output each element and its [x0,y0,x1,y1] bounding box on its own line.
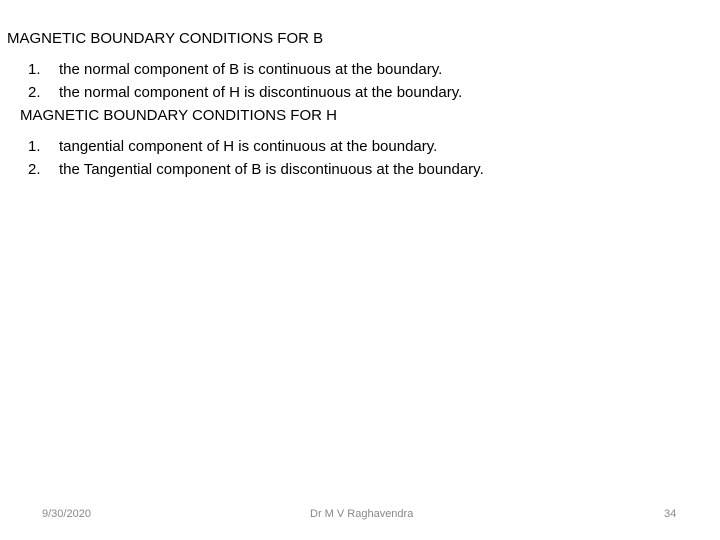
list-item-text: the Tangential component of B is discontinuous at the boundary. [59,161,484,178]
list-item-text: the normal component of H is discontinuous at the boundary. [59,84,463,101]
list-item [28,81,462,104]
list-item-number: 2. [28,84,41,101]
list-item-number: 2. [28,161,41,178]
section-b-heading: MAGNETIC BOUNDARY CONDITIONS FOR B [7,30,324,47]
section-h-heading: MAGNETIC BOUNDARY CONDITIONS FOR H [20,107,337,124]
list-item-number: 1. [28,61,41,78]
section-h-list [28,135,484,181]
footer-author: Dr M V Raghavendra [310,508,414,520]
list-item [28,135,484,158]
list-item-text: the normal component of B is continuous at the boundary. [59,61,443,78]
list-item [28,58,462,81]
list-item-text: tangential component of H is continuous at the boundary. [59,138,438,155]
footer-page-number: 34 [664,508,677,520]
list-item-number: 1. [28,138,41,155]
footer-date: 9/30/2020 [42,508,91,520]
section-b-list [28,58,462,104]
list-item [28,158,484,181]
